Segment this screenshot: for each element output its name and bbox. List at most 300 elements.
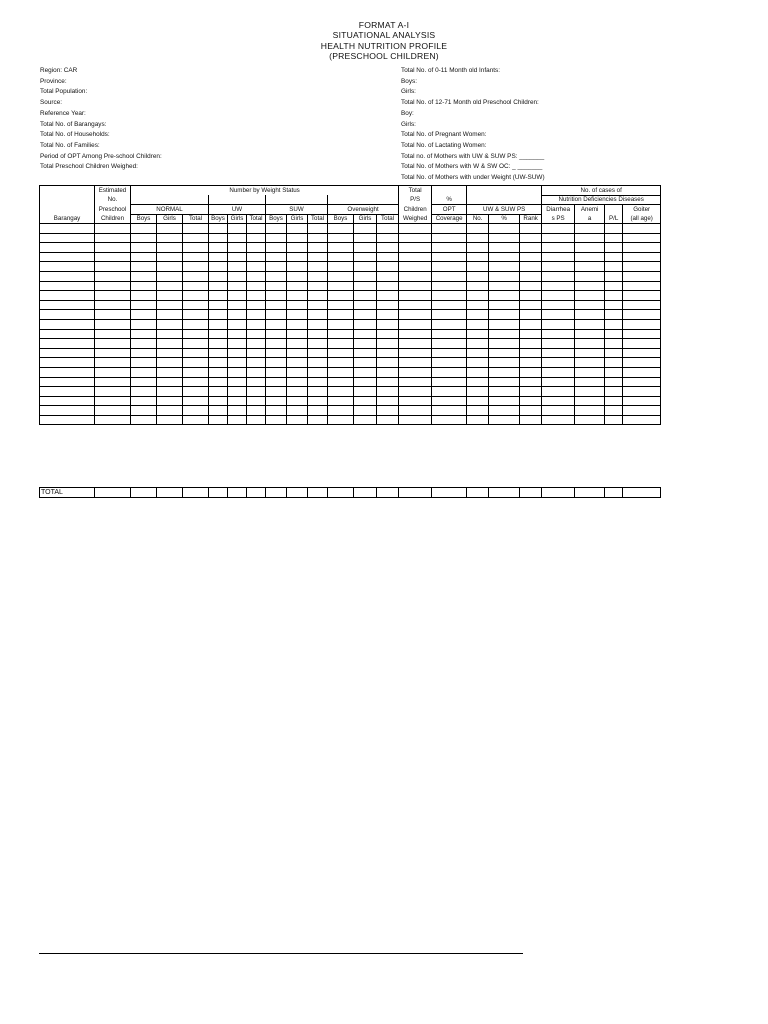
table-cell — [209, 377, 228, 387]
table-cell — [328, 291, 354, 301]
table-cell — [377, 329, 399, 339]
table-cell — [605, 310, 623, 320]
header-cell — [131, 195, 209, 205]
table-cell — [520, 387, 542, 397]
table-cell — [354, 387, 377, 397]
form-title — [0, 20, 768, 62]
total-cell — [287, 488, 308, 498]
table-cell — [399, 224, 432, 234]
table-cell — [40, 348, 95, 358]
table-cell — [308, 415, 328, 425]
table-cell — [157, 387, 183, 397]
table-cell — [354, 329, 377, 339]
table-cell — [432, 281, 467, 291]
table-cell — [95, 358, 131, 368]
table-cell — [328, 300, 354, 310]
table-cell — [489, 367, 520, 377]
header-girls: Girls — [228, 214, 247, 224]
table-cell — [266, 243, 287, 253]
table-cell — [467, 367, 489, 377]
opt-period-field: Period of OPT Among Pre-school Children: — [40, 152, 162, 160]
table-cell — [377, 271, 399, 281]
table-cell — [575, 319, 605, 329]
table-cell — [308, 224, 328, 234]
table-cell — [605, 348, 623, 358]
table-cell — [623, 339, 661, 349]
total-cell — [623, 488, 661, 498]
table-cell — [575, 252, 605, 262]
table-cell — [328, 396, 354, 406]
table-cell — [308, 262, 328, 272]
table-cell — [605, 252, 623, 262]
infant-boys-field: Boys: — [401, 77, 417, 85]
table-cell — [308, 281, 328, 291]
table-cell — [542, 406, 575, 416]
table-cell — [623, 310, 661, 320]
table-cell — [308, 243, 328, 253]
table-cell — [228, 406, 247, 416]
table-cell — [40, 329, 95, 339]
table-cell — [95, 329, 131, 339]
table-cell — [328, 415, 354, 425]
table-cell — [308, 329, 328, 339]
table-cell — [399, 377, 432, 387]
header-row-3 — [40, 205, 661, 215]
table-cell — [399, 415, 432, 425]
table-cell — [467, 396, 489, 406]
table-cell — [308, 348, 328, 358]
table-cell — [209, 224, 228, 234]
table-cell — [328, 367, 354, 377]
table-cell — [308, 367, 328, 377]
table-cell — [605, 339, 623, 349]
header-children: Children — [95, 214, 131, 224]
table-cell — [542, 300, 575, 310]
total-cell — [605, 488, 623, 498]
table-row — [40, 300, 661, 310]
table-cell — [183, 271, 209, 281]
table-cell — [247, 281, 266, 291]
table-cell — [266, 262, 287, 272]
table-cell — [354, 367, 377, 377]
table-cell — [623, 367, 661, 377]
table-cell — [308, 271, 328, 281]
table-cell — [489, 319, 520, 329]
table-cell — [520, 367, 542, 377]
table-cell — [131, 271, 157, 281]
table-cell — [183, 415, 209, 425]
table-cell — [266, 300, 287, 310]
table-cell — [183, 396, 209, 406]
table-cell — [377, 367, 399, 377]
table-cell — [308, 310, 328, 320]
table-cell — [183, 252, 209, 262]
table-cell — [131, 348, 157, 358]
table-row — [40, 377, 661, 387]
table-cell — [183, 262, 209, 272]
title-line: HEALTH NUTRITION PROFILE — [320, 40, 448, 51]
table-cell — [228, 233, 247, 243]
table-cell — [623, 396, 661, 406]
table-cell — [432, 377, 467, 387]
table-cell — [399, 358, 432, 368]
header-number-by-weight: Number by Weight Status — [131, 186, 399, 196]
table-cell — [328, 348, 354, 358]
total-cell — [95, 488, 131, 498]
table-cell — [399, 329, 432, 339]
table-cell — [287, 415, 308, 425]
header-boys: Boys — [209, 214, 228, 224]
table-cell — [95, 339, 131, 349]
header-total: Total — [247, 214, 266, 224]
table-cell — [605, 387, 623, 397]
table-cell — [377, 415, 399, 425]
table-cell — [467, 387, 489, 397]
table-cell — [228, 377, 247, 387]
table-cell — [467, 415, 489, 425]
table-cell — [467, 281, 489, 291]
table-cell — [308, 387, 328, 397]
table-cell — [183, 377, 209, 387]
table-cell — [287, 367, 308, 377]
table-cell — [308, 396, 328, 406]
table-cell — [432, 339, 467, 349]
table-cell — [287, 396, 308, 406]
table-cell — [40, 243, 95, 253]
header-all-age: (all age) — [623, 214, 661, 224]
table-cell — [399, 348, 432, 358]
table-cell — [432, 252, 467, 262]
table-row — [40, 262, 661, 272]
signature-line — [39, 953, 523, 954]
table-cell — [95, 224, 131, 234]
total-cell — [542, 488, 575, 498]
table-cell — [432, 233, 467, 243]
table-cell — [183, 300, 209, 310]
table-cell — [131, 396, 157, 406]
table-cell — [399, 262, 432, 272]
table-cell — [354, 406, 377, 416]
table-cell — [432, 396, 467, 406]
table-cell — [157, 396, 183, 406]
table-cell — [623, 252, 661, 262]
table-cell — [542, 243, 575, 253]
table-cell — [467, 300, 489, 310]
table-cell — [183, 339, 209, 349]
table-cell — [520, 310, 542, 320]
table-cell — [209, 310, 228, 320]
table-cell — [399, 243, 432, 253]
header-normal: NORMAL — [131, 205, 209, 215]
table-cell — [40, 406, 95, 416]
table-cell — [377, 339, 399, 349]
table-cell — [247, 339, 266, 349]
table-cell — [605, 243, 623, 253]
table-cell — [354, 291, 377, 301]
situational-analysis-table — [39, 185, 661, 425]
table-cell — [623, 233, 661, 243]
table-cell — [399, 271, 432, 281]
header-girls: Girls — [287, 214, 308, 224]
table-cell — [131, 233, 157, 243]
table-cell — [228, 339, 247, 349]
header-cell — [266, 195, 328, 205]
table-cell — [467, 406, 489, 416]
header-uw: UW — [209, 205, 266, 215]
table-cell — [354, 415, 377, 425]
table-cell — [399, 252, 432, 262]
table-cell — [467, 377, 489, 387]
table-cell — [95, 396, 131, 406]
table-cell — [40, 300, 95, 310]
table-cell — [157, 319, 183, 329]
table-cell — [266, 271, 287, 281]
header-cell — [328, 195, 399, 205]
table-cell — [605, 367, 623, 377]
table-row — [40, 329, 661, 339]
table-cell — [131, 319, 157, 329]
table-cell — [575, 348, 605, 358]
info-left — [40, 66, 162, 173]
reference-year-field: Reference Year: — [40, 109, 86, 117]
table-cell — [247, 377, 266, 387]
table-cell — [399, 300, 432, 310]
table-cell — [489, 291, 520, 301]
table-row — [40, 415, 661, 425]
table-row — [40, 291, 661, 301]
table-cell — [95, 387, 131, 397]
table-cell — [623, 406, 661, 416]
header-anemia-a: a — [575, 214, 605, 224]
table-cell — [328, 387, 354, 397]
table-cell — [266, 252, 287, 262]
header-barangay: Barangay — [40, 214, 95, 224]
table-cell — [542, 377, 575, 387]
table-cell — [623, 271, 661, 281]
table-cell — [432, 243, 467, 253]
table-cell — [131, 406, 157, 416]
table-cell — [328, 329, 354, 339]
table-cell — [183, 329, 209, 339]
table-cell — [287, 224, 308, 234]
table-cell — [520, 396, 542, 406]
table-cell — [520, 262, 542, 272]
table-cell — [377, 233, 399, 243]
table-cell — [157, 348, 183, 358]
table-cell — [467, 319, 489, 329]
table-cell — [520, 252, 542, 262]
table-cell — [489, 339, 520, 349]
table-cell — [40, 415, 95, 425]
table-cell — [520, 243, 542, 253]
table-cell — [605, 271, 623, 281]
table-cell — [377, 252, 399, 262]
header-cell — [40, 205, 95, 215]
table-row — [40, 310, 661, 320]
table-cell — [266, 387, 287, 397]
total-cell — [377, 488, 399, 498]
table-cell — [95, 233, 131, 243]
table-cell — [623, 262, 661, 272]
table-cell — [467, 329, 489, 339]
table-cell — [228, 224, 247, 234]
total-cell — [328, 488, 354, 498]
table-cell — [157, 358, 183, 368]
table-cell — [489, 281, 520, 291]
table-cell — [354, 243, 377, 253]
table-cell — [605, 329, 623, 339]
table-cell — [287, 377, 308, 387]
table-cell — [247, 387, 266, 397]
header-uw-suw-ps: UW & SUW PS — [467, 205, 542, 215]
table-cell — [183, 348, 209, 358]
table-cell — [287, 310, 308, 320]
table-cell — [520, 348, 542, 358]
table-cell — [157, 233, 183, 243]
table-cell — [377, 243, 399, 253]
total-cell — [183, 488, 209, 498]
table-cell — [542, 233, 575, 243]
table-cell — [40, 281, 95, 291]
table-cell — [432, 224, 467, 234]
total-cell — [131, 488, 157, 498]
table-cell — [95, 348, 131, 358]
table-cell — [247, 271, 266, 281]
header-no: No. — [95, 195, 131, 205]
table-cell — [575, 291, 605, 301]
table-cell — [95, 310, 131, 320]
table-cell — [247, 224, 266, 234]
table-cell — [328, 252, 354, 262]
table-cell — [575, 271, 605, 281]
table-cell — [209, 329, 228, 339]
table-cell — [605, 281, 623, 291]
table-cell — [183, 387, 209, 397]
table-cell — [377, 348, 399, 358]
table-cell — [183, 224, 209, 234]
table-cell — [467, 252, 489, 262]
table-cell — [40, 396, 95, 406]
table-cell — [40, 262, 95, 272]
table-cell — [605, 377, 623, 387]
table-cell — [467, 271, 489, 281]
table-cell — [489, 329, 520, 339]
header-row-2 — [40, 195, 661, 205]
table-cell — [183, 243, 209, 253]
table-cell — [287, 243, 308, 253]
table-cell — [228, 252, 247, 262]
header-row-1 — [40, 186, 661, 196]
total-cell — [489, 488, 520, 498]
header-overweight: Overweight — [328, 205, 399, 215]
header-boys: Boys — [266, 214, 287, 224]
table-cell — [157, 271, 183, 281]
mothers-under-weight-field: Total No. of Mothers with under Weight (UW-SUW) — [401, 174, 545, 182]
table-body — [40, 224, 661, 425]
table-cell — [183, 291, 209, 301]
table-cell — [209, 233, 228, 243]
table-cell — [605, 300, 623, 310]
table-cell — [287, 262, 308, 272]
table-cell — [489, 377, 520, 387]
table-cell — [542, 310, 575, 320]
table-cell — [432, 319, 467, 329]
table-cell — [605, 396, 623, 406]
table-cell — [520, 233, 542, 243]
header-boys: Boys — [131, 214, 157, 224]
table-cell — [575, 358, 605, 368]
table-cell — [228, 348, 247, 358]
total-row — [40, 488, 661, 498]
table-cell — [605, 262, 623, 272]
table-cell — [489, 415, 520, 425]
table-cell — [377, 224, 399, 234]
table-cell — [131, 387, 157, 397]
table-cell — [40, 339, 95, 349]
table-cell — [40, 252, 95, 262]
table-cell — [287, 329, 308, 339]
table-cell — [95, 243, 131, 253]
table-cell — [95, 271, 131, 281]
table-cell — [354, 252, 377, 262]
table-cell — [328, 233, 354, 243]
table-cell — [308, 233, 328, 243]
table-cell — [95, 406, 131, 416]
province-field: Province: — [40, 77, 67, 85]
table-cell — [377, 358, 399, 368]
header-rank: Rank — [520, 214, 542, 224]
table-cell — [432, 262, 467, 272]
header-diarrhea-ps: s PS — [542, 214, 575, 224]
table-cell — [157, 252, 183, 262]
table-cell — [328, 358, 354, 368]
table-cell — [228, 310, 247, 320]
table-cell — [542, 339, 575, 349]
table-cell — [542, 348, 575, 358]
table-cell — [157, 291, 183, 301]
header-cell — [432, 186, 467, 196]
header-cell — [605, 205, 623, 215]
header-pct: % — [489, 214, 520, 224]
table-cell — [489, 348, 520, 358]
table-cell — [399, 406, 432, 416]
table-cell — [157, 300, 183, 310]
table-cell — [209, 300, 228, 310]
header-total: Total — [399, 186, 432, 196]
table-cell — [266, 310, 287, 320]
header-children: Children — [399, 205, 432, 215]
table-cell — [575, 406, 605, 416]
table-cell — [354, 310, 377, 320]
preschool-field: Total No. of 12-71 Month old Preschool Children: — [401, 99, 539, 107]
table-cell — [432, 367, 467, 377]
table-cell — [228, 387, 247, 397]
table-cell — [605, 406, 623, 416]
header-pl: P/L — [605, 214, 623, 224]
table-cell — [95, 262, 131, 272]
table-cell — [542, 387, 575, 397]
table-cell — [157, 262, 183, 272]
total-cell — [467, 488, 489, 498]
table-cell — [183, 358, 209, 368]
table-cell — [520, 291, 542, 301]
table-cell — [542, 224, 575, 234]
table-cell — [354, 233, 377, 243]
infant-girls-field: Girls: — [401, 88, 416, 96]
population-field: Total Population: — [40, 88, 88, 96]
header-suw: SUW — [266, 205, 328, 215]
header-estimated: Estimated — [95, 186, 131, 196]
